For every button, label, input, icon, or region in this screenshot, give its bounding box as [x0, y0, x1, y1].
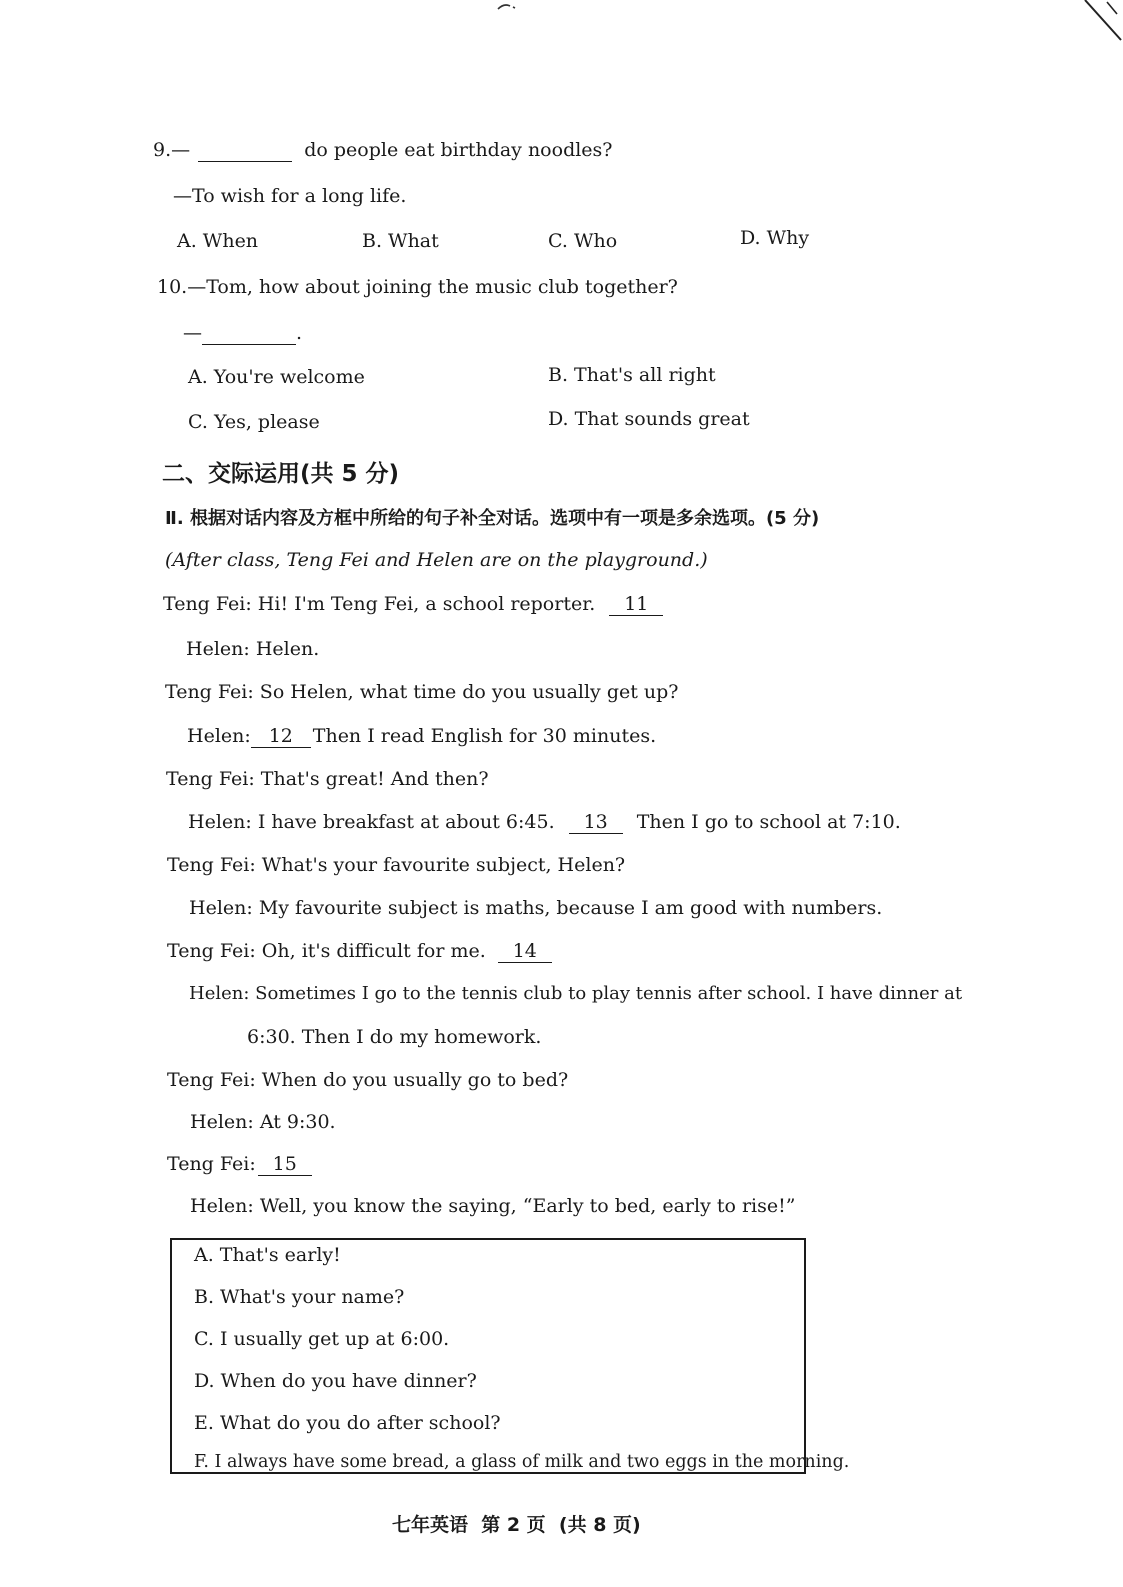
q10-number: 10.: [157, 276, 188, 298]
dialogue-line-4: [187, 725, 656, 748]
q10-reply-line: [183, 322, 302, 345]
blank-13: 13: [569, 812, 623, 834]
dialogue-text: Oh, it's difficult for me.: [261, 940, 486, 962]
box-option-d: D. When do you have dinner?: [194, 1370, 477, 1392]
dialogue-line-10-cont: 6:30. Then I do my homework.: [247, 1026, 542, 1048]
dialogue-text: Then I go to school at 7:10.: [636, 811, 901, 833]
dialogue-line-6: [188, 811, 901, 834]
dialogue-text: Hi! I'm Teng Fei, a school reporter.: [257, 593, 596, 615]
dialogue-text: So Helen, what time do you usually get up?: [259, 681, 679, 703]
speaker-helen: Helen:: [187, 725, 251, 747]
blank-14: 14: [498, 941, 552, 963]
q10-stem: —Tom, how about joining the music club together?: [187, 276, 678, 298]
dialogue-line-8: [189, 897, 882, 919]
blank-11: 11: [609, 594, 663, 616]
page-footer: 七年英语 第 2 页 (共 8 页): [392, 1514, 641, 1536]
q9-number: 9.: [153, 139, 172, 161]
section2-instruction: Ⅱ. 根据对话内容及方框中所给的句子补全对话。选项中有一项是多余选项。(5 分): [165, 508, 820, 529]
blank-15: 15: [258, 1154, 312, 1176]
blank-12: 12: [251, 726, 311, 748]
dialogue-text: My favourite subject is maths, because I am good with numbers.: [258, 897, 883, 919]
box-option-f: F. I always have some bread, a glass of milk and two eggs in the morning.: [194, 1452, 850, 1472]
speaker-teng-fei: Teng Fei:: [167, 854, 256, 876]
q10-reply-end: .: [296, 322, 303, 344]
q9-blank: [198, 140, 292, 162]
corner-line-mark: [1063, 0, 1123, 50]
speaker-teng-fei: Teng Fei:: [166, 768, 255, 790]
dialogue-line-3: [165, 681, 679, 703]
q9-option-b: B. What: [362, 230, 439, 252]
box-option-e: E. What do you do after school?: [194, 1412, 501, 1434]
q10-option-c: C. Yes, please: [188, 411, 320, 433]
speaker-teng-fei: Teng Fei:: [167, 1153, 256, 1175]
speaker-helen: Helen:: [190, 1195, 254, 1217]
dialogue-text: I have breakfast at about 6:45.: [257, 811, 555, 833]
dialogue-line-5: [166, 768, 489, 790]
dialogue-line-2: [186, 638, 319, 660]
speaker-teng-fei: Teng Fei:: [163, 593, 252, 615]
box-option-c: C. I usually get up at 6:00.: [194, 1328, 450, 1350]
q9-stem-line: [153, 139, 612, 162]
dialogue-line-10: [189, 983, 962, 1004]
q9-reply: —To wish for a long life.: [173, 185, 407, 207]
options-box: [170, 1238, 850, 1474]
dialogue-line-9: [167, 940, 552, 963]
dialogue-text: Sometimes I go to the tennis club to play tennis after school. I have dinner at: [255, 983, 963, 1004]
box-option-b: B. What's your name?: [194, 1286, 405, 1308]
section2-title: 二、交际运用(共 5 分): [162, 461, 400, 487]
dialogue-line-1: [163, 593, 663, 616]
dialogue-line-13: [167, 1153, 312, 1176]
speaker-teng-fei: Teng Fei:: [167, 940, 256, 962]
q9-option-c: C. Who: [548, 230, 618, 252]
dialogue-line-11: [167, 1069, 568, 1091]
q9-option-a: A. When: [177, 230, 259, 252]
q10-blank: [202, 323, 296, 345]
q10-option-a: A. You're welcome: [188, 366, 365, 388]
dialogue-text: At 9:30.: [259, 1111, 336, 1133]
dialogue-text: Then I read English for 30 minutes.: [312, 725, 657, 747]
q9-dash: —: [171, 139, 191, 161]
section2-scene: (After class, Teng Fei and Helen are on the playground.): [165, 549, 708, 571]
speaker-helen: Helen:: [186, 638, 250, 660]
q10-option-d: D. That sounds great: [548, 408, 750, 430]
dialogue-text: That's great! And then?: [260, 768, 489, 790]
q10-option-b: B. That's all right: [548, 364, 716, 386]
dialogue-line-7: [167, 854, 625, 876]
dialogue-line-12: [190, 1111, 336, 1133]
speaker-helen: Helen:: [189, 897, 253, 919]
q10-stem-line: [157, 276, 678, 298]
dialogue-text: What's your favourite subject, Helen?: [261, 854, 626, 876]
dialogue-text: Well, you know the saying, “Early to bed, early to rise!”: [259, 1195, 796, 1217]
dialogue-text: When do you usually go to bed?: [261, 1069, 569, 1091]
speaker-helen: Helen:: [190, 1111, 254, 1133]
q9-stem: do people eat birthday noodles?: [304, 139, 613, 161]
speaker-helen: Helen:: [189, 983, 250, 1004]
box-option-a: A. That's early!: [194, 1244, 341, 1266]
speaker-teng-fei: Teng Fei:: [165, 681, 254, 703]
speaker-teng-fei: Teng Fei:: [167, 1069, 256, 1091]
q10-reply-dash: —: [183, 322, 202, 344]
q9-option-d: D. Why: [740, 227, 810, 249]
dialogue-text: Helen.: [255, 638, 320, 660]
dialogue-line-14: [190, 1195, 795, 1217]
scan-mark: [496, 2, 520, 12]
speaker-helen: Helen:: [188, 811, 252, 833]
